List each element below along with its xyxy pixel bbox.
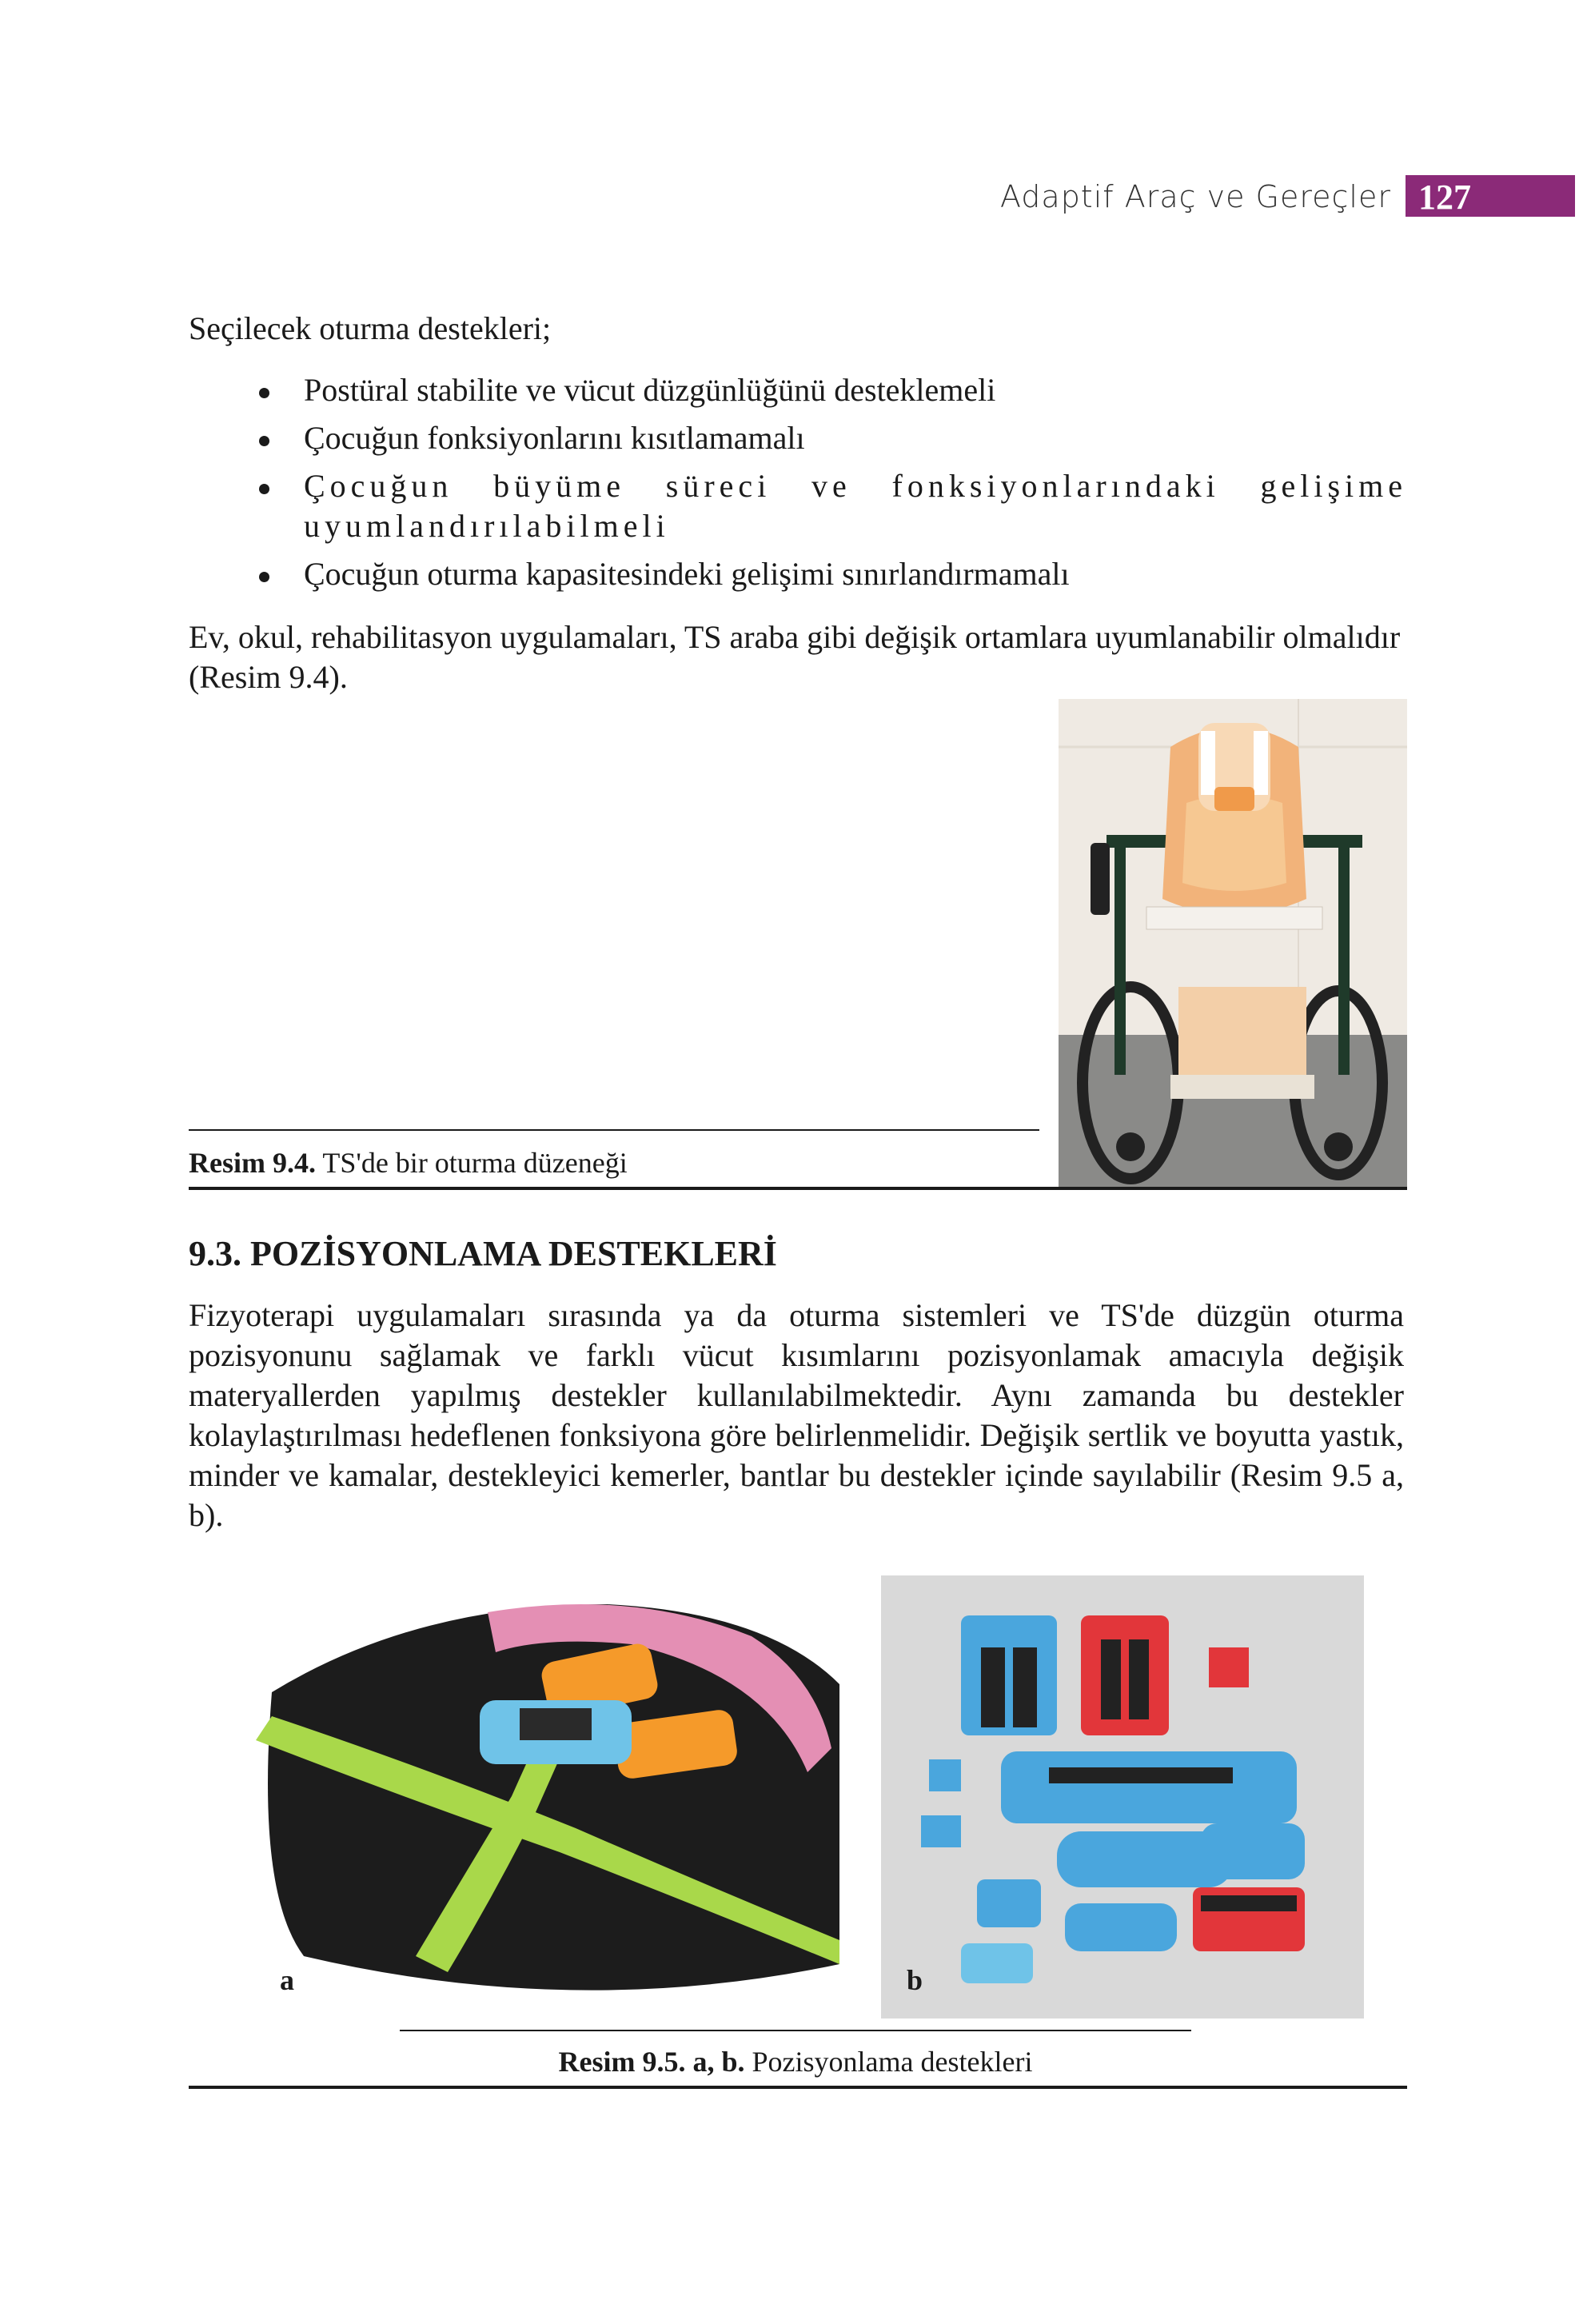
caption-rule (400, 2030, 1191, 2031)
list-item: Çocuğun büyüme süreci ve fonksiyonlarındaki gelişime uyumlandırılabilmeli (304, 466, 1407, 546)
caption-label: Resim 9.5. a, b. (558, 2046, 745, 2078)
figure-label-a: a (280, 1964, 294, 1996)
figure-caption (400, 2044, 1191, 2079)
page-number-badge (1406, 175, 1575, 217)
positioning-mat-photo (256, 1588, 839, 2004)
running-title: Adaptif Araç ve Gereçler (999, 179, 1391, 214)
page-number: 127 (1418, 178, 1471, 217)
list-item: Postüral stabilite ve vücut düzgünlüğünü desteklemeli (304, 370, 1407, 410)
paragraph: Ev, okul, rehabilitasyon uygulamaları, TS araba gibi değişik ortamlara uyumlanabilir olmalıdır (Resim 9.4). (189, 619, 1401, 695)
figure-label-b: b (907, 1964, 923, 1996)
section-heading: 9.3. POZİSYONLAMA DESTEKLERİ (189, 1234, 777, 1273)
positioning-mat-illustration (256, 1588, 839, 2004)
wheelchair-illustration (1059, 699, 1407, 1188)
wheelchair-photo (1059, 699, 1407, 1188)
positioning-supports-illustration (881, 1575, 1364, 2019)
intro-text: Seçilecek oturma destekleri; (189, 310, 552, 346)
paragraph: Fizyoterapi uygulamaları sırasında ya da oturma sistemleri ve TS'de düzgün oturma pozisyonunu sağlamak ve farklı vücut kısımlarını pozisyonlamak amacıyla değişik materyallerden yapılmış destekler kullanılabilmektedir. Aynı zamanda bu destekler kolaylaştırılması hedeflenen fonksiyona göre belirlenmelidir. Değişik sertlik ve boyutta yastık, minder ve kamalar, destekleyici kemerler, bantlar bu destekler içinde sayılabilir (Resim 9.5 a, b). (189, 1297, 1404, 1533)
positioning-supports-photo (881, 1575, 1364, 2019)
bullet-list (304, 370, 1407, 602)
list-item: Çocuğun fonksiyonlarını kısıtlamamalı (304, 418, 1407, 458)
caption-bottom-rule (189, 1187, 1407, 1190)
caption-text: Pozisyonlama destekleri (744, 2046, 1033, 2078)
caption-text: TS'de bir oturma düzeneği (315, 1147, 628, 1179)
list-item: Çocuğun oturma kapasitesindeki gelişimi sınırlandırmamalı (304, 554, 1407, 594)
caption-rule (189, 1129, 1039, 1131)
caption-label: Resim 9.4. (189, 1147, 316, 1179)
caption-bottom-rule (189, 2086, 1407, 2089)
figure-caption (189, 1145, 628, 1180)
